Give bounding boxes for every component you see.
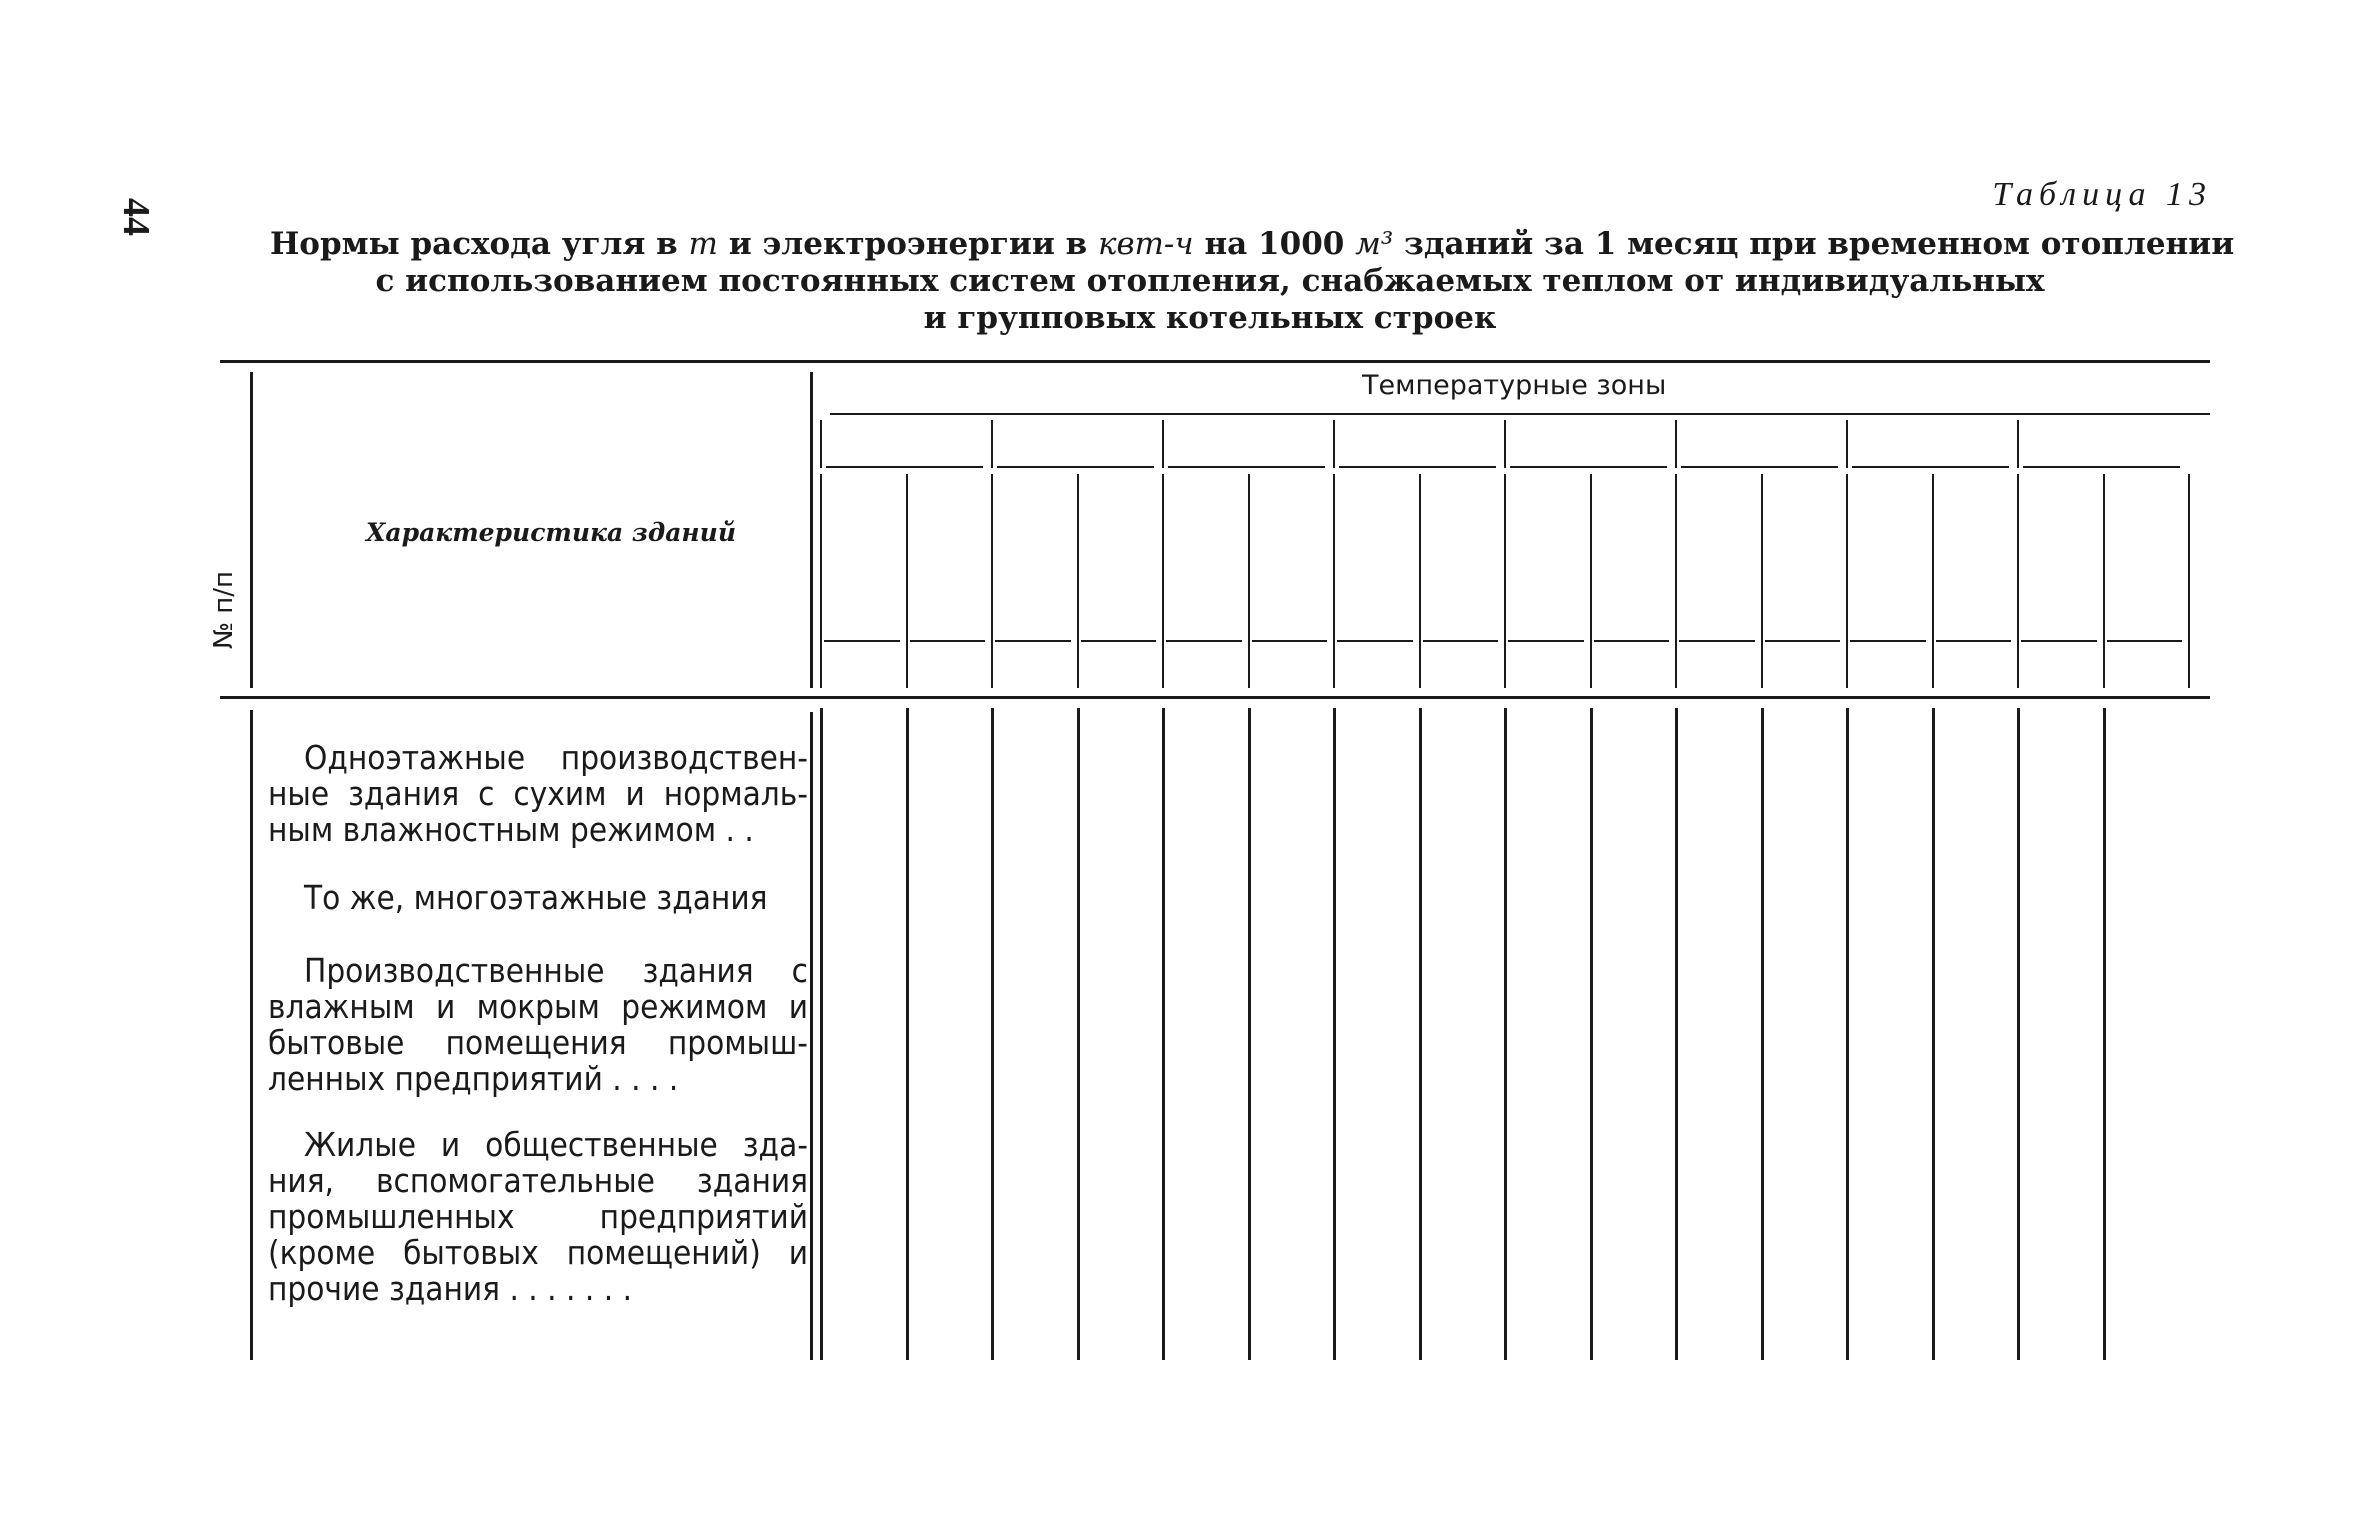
col-line-header-6 [1248, 474, 1250, 688]
letter-underline-8 [1423, 640, 1499, 642]
row-description-line: бытовые помещения промыш- [268, 1025, 808, 1061]
col-line-header-5 [1162, 474, 1164, 688]
row-description-line: прочие здания . . . . . . . [268, 1271, 632, 1307]
characteristic-header: Характеристика зданий [366, 518, 736, 547]
row-description-4 [268, 1127, 808, 1307]
zone-underline-1 [826, 466, 983, 468]
num-col-line-body [250, 710, 253, 1360]
letter-underline-16 [2107, 640, 2183, 642]
letter-underline-15 [2021, 640, 2097, 642]
row-description-1 [268, 740, 808, 848]
row-description-line: Производственные здания с [304, 953, 808, 989]
col-line-body-1 [820, 708, 823, 1360]
col-line-body-3 [991, 708, 994, 1360]
col-line-body-5 [1162, 708, 1165, 1360]
col-line-body-15 [2017, 708, 2020, 1360]
letter-underline-13 [1850, 640, 1926, 642]
zone-underline-3 [1168, 466, 1325, 468]
col-line-header-11 [1675, 474, 1677, 688]
row-description-3 [268, 953, 808, 1097]
col-line-body-11 [1675, 708, 1678, 1360]
col-line-body-2 [906, 708, 909, 1360]
row-description-line: Одноэтажные производствен- [304, 740, 808, 776]
zone-divider-6 [1675, 420, 1677, 468]
col-line-header-14 [1932, 474, 1934, 688]
zone-divider-1 [820, 420, 822, 468]
letter-underline-3 [995, 640, 1071, 642]
row-description-line: ленных предприятий . . . . [268, 1061, 679, 1097]
num-header: № п/п [209, 570, 239, 650]
col-line-header-4 [1077, 474, 1079, 688]
letter-underline-14 [1936, 640, 2012, 642]
zone-divider-7 [1846, 420, 1848, 468]
col-line-header-13 [1846, 474, 1848, 688]
zone-divider-8 [2017, 420, 2019, 468]
col-line-body-14 [1932, 708, 1935, 1360]
col-line-body-7 [1333, 708, 1336, 1360]
letter-underline-9 [1508, 640, 1584, 642]
zone-divider-3 [1162, 420, 1164, 468]
col-line-header-9 [1504, 474, 1506, 688]
col-line-header-12 [1761, 474, 1763, 688]
zone-divider-5 [1504, 420, 1506, 468]
zone-underline-2 [997, 466, 1154, 468]
col-line-header-16 [2103, 474, 2105, 688]
zone-underline-5 [1510, 466, 1667, 468]
col-line-body-4 [1077, 708, 1080, 1360]
col-line-header-2 [906, 474, 908, 688]
header-bottom-rule [220, 696, 2210, 699]
letter-underline-1 [824, 640, 900, 642]
zone-underline-6 [1681, 466, 1838, 468]
zone-underline-8 [2023, 466, 2180, 468]
title-line-1: Нормы расхода угля в т и электроэнергии в квт-ч на 1000 м³ зданий за 1 месяц при временном отоплении [270, 226, 2235, 262]
row-description-2 [268, 880, 808, 916]
col-line-header-7 [1333, 474, 1335, 688]
row-description-line: То же, многоэтажные здания [304, 880, 768, 916]
col-line-header-8 [1419, 474, 1421, 688]
num-col-line [250, 372, 253, 688]
col-line-body-10 [1590, 708, 1593, 1360]
zones-header: Температурные зоны [1362, 370, 1667, 401]
row-description-line: влажным и мокрым режимом и [268, 989, 808, 1025]
title-line-3: и групповых котельных строек [923, 300, 1497, 336]
col-line-body-9 [1504, 708, 1507, 1360]
col-line-header-15 [2017, 474, 2019, 688]
letter-underline-2 [910, 640, 986, 642]
zone-divider-4 [1333, 420, 1335, 468]
page-number: 44 [115, 198, 157, 236]
col-line-body-6 [1248, 708, 1251, 1360]
zone-underline-4 [1339, 466, 1496, 468]
col-line-right [2188, 474, 2190, 688]
row-description-line: промышленных предприятий [268, 1199, 808, 1235]
col-line-header-1 [820, 474, 822, 688]
letter-underline-4 [1081, 640, 1157, 642]
col-line-body-16 [2103, 708, 2106, 1360]
letter-underline-5 [1166, 640, 1242, 642]
desc-col-line-body [810, 712, 813, 1360]
letter-underline-10 [1594, 640, 1670, 642]
letter-underline-6 [1252, 640, 1328, 642]
col-line-body-13 [1846, 708, 1849, 1360]
row-description-line: ния, вспомогательные здания [268, 1163, 808, 1199]
row-description-line: Жилые и общественные зда- [304, 1127, 808, 1163]
row-description-line: (кроме бытовых помещений) и [268, 1235, 808, 1271]
col-line-body-8 [1419, 708, 1422, 1360]
col-line-header-10 [1590, 474, 1592, 688]
table-label: Таблица 13 [1992, 176, 2212, 213]
zones-rule [830, 413, 2210, 415]
table-title [270, 226, 2235, 337]
zone-underline-7 [1852, 466, 2009, 468]
letter-underline-12 [1765, 640, 1841, 642]
row-description-line: ным влажностным режимом . . [268, 812, 754, 848]
col-line-header-3 [991, 474, 993, 688]
row-description-line: ные здания с сухим и нормаль- [268, 776, 808, 812]
zone-divider-2 [991, 420, 993, 468]
desc-col-line [810, 372, 813, 688]
letter-underline-11 [1679, 640, 1755, 642]
table-top-rule [220, 360, 2210, 363]
title-line-2: с использованием постоянных систем отопления, снабжаемых теплом от индивидуальных [375, 263, 2045, 299]
col-line-body-12 [1761, 708, 1764, 1360]
letter-underline-7 [1337, 640, 1413, 642]
